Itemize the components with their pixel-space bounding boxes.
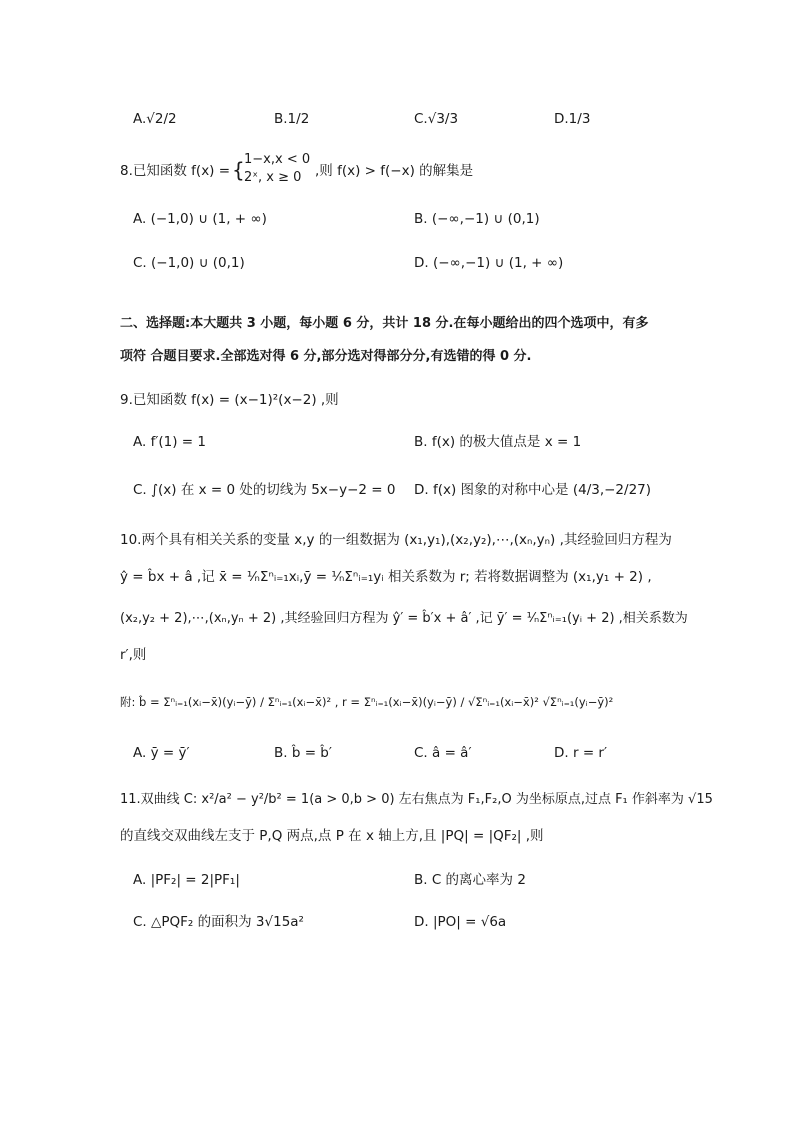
q10-line-1: 10.两个具有相关关系的变量 x,y 的一组数据为 (x₁,y₁),(x₂,y₂),⋯,(xₙ,yₙ) ,其经验回归方程为	[120, 532, 672, 548]
q10-option-a: A. ȳ = ȳ′	[133, 745, 190, 761]
q11-option-d: D. |PO| = √6a	[414, 914, 507, 930]
q9-option-c: C. ∫(x) 在 x = 0 处的切线为 5x−y−2 = 0	[133, 482, 396, 498]
section2-heading-line2: 项符 合题目要求.全部选对得 6 分,部分选对得部分分,有选错的得 0 分.	[120, 349, 532, 364]
q7-option-b: B.1/2	[274, 111, 310, 127]
q7-option-c: C.√3/3	[414, 111, 459, 127]
q11-option-b: B. C 的离心率为 2	[414, 872, 526, 888]
q8-option-a: A. (−1,0) ∪ (1, + ∞)	[133, 211, 267, 227]
q10-line-2: ŷ = b̂x + â ,记 x̄ = ¹⁄ₙΣⁿᵢ₌₁xᵢ,ȳ = ¹⁄ₙΣⁿᵢ₌₁yᵢ 相关系数为 r; 若将数据调整为 (x₁,y₁ + 2) ,	[120, 569, 652, 585]
q10-line-3: (x₂,y₂ + 2),⋯,(xₙ,yₙ + 2) ,其经验回归方程为 ŷ′ = b̂′x + â′ ,记 ȳ′ = ¹⁄ₙΣⁿᵢ₌₁(yᵢ + 2) ,相关系数为	[120, 611, 688, 626]
q8-option-c: C. (−1,0) ∪ (0,1)	[133, 255, 245, 271]
q10-line-4: r′,则	[120, 647, 147, 663]
q8-stem-suffix: ,则 f(x) > f(−x) 的解集是	[315, 163, 474, 179]
q8-brace: {	[232, 158, 245, 182]
q11-line-1: 11.双曲线 C: x²/a² − y²/b² = 1(a > 0,b > 0) 左右焦点为 F₁,F₂,O 为坐标原点,过点 F₁ 作斜率为 √15	[120, 792, 713, 807]
q11-line-2: 的直线交双曲线左支于 P,Q 两点,点 P 在 x 轴上方,且 |PQ| = |QF₂| ,则	[120, 828, 544, 844]
section2-heading-line1: 二、选择题:本大题共 3 小题，每小题 6 分，共计 18 分.在每小题给出的四个选项中，有多	[120, 316, 649, 331]
q8-option-b: B. (−∞,−1) ∪ (0,1)	[414, 211, 540, 227]
q10-option-b: B. b̂ = b̂′	[274, 745, 332, 761]
q11-option-c: C. △PQF₂ 的面积为 3√15a²	[133, 914, 304, 930]
q9-option-d: D. f(x) 图象的对称中心是 (4/3,−2/27)	[414, 482, 652, 498]
q10-option-c: C. â = â′	[414, 745, 472, 761]
q8-piece-1: 1−x,x < 0	[244, 152, 311, 167]
q10-formula: 附: b̂ = Σⁿᵢ₌₁(xᵢ−x̄)(yᵢ−ȳ) / Σⁿᵢ₌₁(xᵢ−x̄)² , r = Σⁿᵢ₌₁(xᵢ−x̄)(yᵢ−ȳ) / √Σⁿᵢ₌₁(xᵢ−x̄)² √Σⁿᵢ₌₁(yᵢ−ȳ)²	[120, 695, 614, 709]
q8-stem-prefix: 8.已知函数 f(x) =	[120, 163, 231, 179]
q9-option-a: A. f′(1) = 1	[133, 434, 207, 450]
q7-option-d: D.1/3	[554, 111, 591, 127]
q7-option-a: A.√2/2	[133, 111, 177, 127]
q9-option-b: B. f(x) 的极大值点是 x = 1	[414, 434, 582, 450]
q9-stem: 9.已知函数 f(x) = (x−1)²(x−2) ,则	[120, 392, 339, 408]
q8-piece-2: 2ˣ, x ≥ 0	[244, 170, 302, 185]
q10-option-d: D. r = r′	[554, 745, 608, 761]
q8-option-d: D. (−∞,−1) ∪ (1, + ∞)	[414, 255, 564, 271]
q11-option-a: A. |PF₂| = 2|PF₁|	[133, 872, 240, 888]
